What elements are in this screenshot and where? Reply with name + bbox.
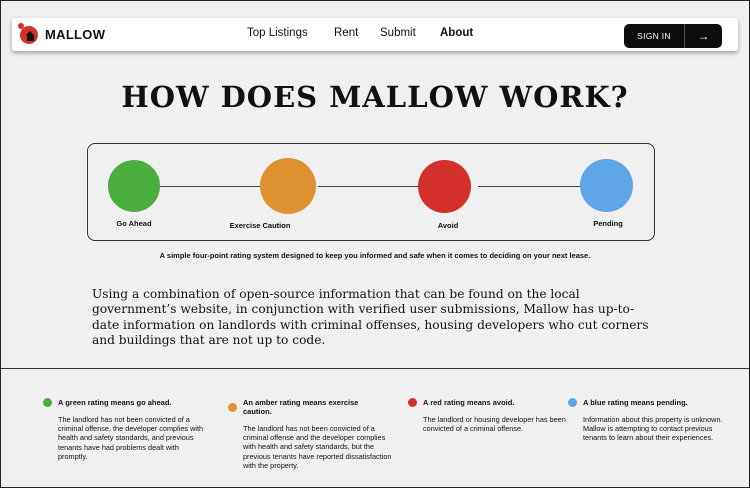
red-dot-icon (408, 398, 417, 407)
brand-name: MALLOW (45, 26, 106, 42)
blue-dot-icon (568, 398, 577, 407)
legend-item-blue (568, 398, 728, 443)
legend-heading: A red rating means avoid. (423, 398, 515, 407)
legend-item-amber (228, 398, 392, 470)
scale-connector (318, 186, 420, 187)
nav-top-listings[interactable]: Top Listings (247, 27, 308, 39)
scale-label-exercise-caution: Exercise Caution (229, 221, 291, 230)
legend-body: The landlord or housing developer has been convicted of a criminal offense. (423, 415, 566, 434)
section-divider (0, 368, 750, 369)
legend-heading: A blue rating means pending. (583, 398, 688, 407)
green-dot-icon (43, 398, 52, 407)
rating-dot-red (418, 160, 471, 213)
scale-caption: A simple four-point rating system designed to keep you informed and safe when it comes to deciding on your next lease. (159, 251, 591, 260)
legend-heading: An amber rating means exercise caution. (243, 398, 359, 416)
legend-body: The landlord has not been convicted of a criminal offense and the developer complies with health and safety standards, but the previous tenants have reported dissatisfaction with the property. (243, 424, 392, 470)
sign-in-label: SIGN IN (637, 31, 671, 41)
sign-in-button[interactable] (624, 24, 722, 48)
rating-dot-amber (260, 158, 316, 214)
legend-body: Information about this property is unknown. Mallow is attempting to contact previous tenants to learn about their experiences. (583, 415, 723, 443)
scale-connector (478, 186, 582, 187)
legend-heading: A green rating means go ahead. (58, 398, 172, 407)
scale-label-go-ahead: Go Ahead (116, 219, 152, 228)
legend-item-green (43, 398, 203, 461)
page-title: HOW DOES MALLOW WORK? (121, 80, 629, 114)
rating-dot-green (108, 160, 160, 212)
legend-item-red (408, 398, 568, 433)
top-navbar (12, 18, 738, 51)
amber-dot-icon (228, 403, 237, 412)
rating-dot-blue (580, 159, 633, 212)
intro-paragraph: Using a combination of open-source information that can be found on the local government’s website, in conjunction with verified user submissions, Mallow has up-to-date information on landlords with criminal offenses, housing developers who cut corners and buildings that are not up to code. (92, 287, 649, 348)
nav-about[interactable]: About (440, 27, 474, 39)
legend-body: The landlord has not been convicted of a criminal offense, the developer complies with health and safety standards, and previous tenants have had problems dealt with promptly. (58, 415, 204, 461)
rating-scale-panel (87, 143, 655, 241)
nav-rent[interactable]: Rent (334, 27, 359, 39)
arrow-right-icon: → (697, 29, 710, 43)
scale-connector (160, 186, 270, 187)
nav-submit[interactable]: Submit (380, 27, 416, 39)
scale-label-avoid: Avoid (437, 221, 459, 230)
scale-label-pending: Pending (593, 219, 623, 228)
